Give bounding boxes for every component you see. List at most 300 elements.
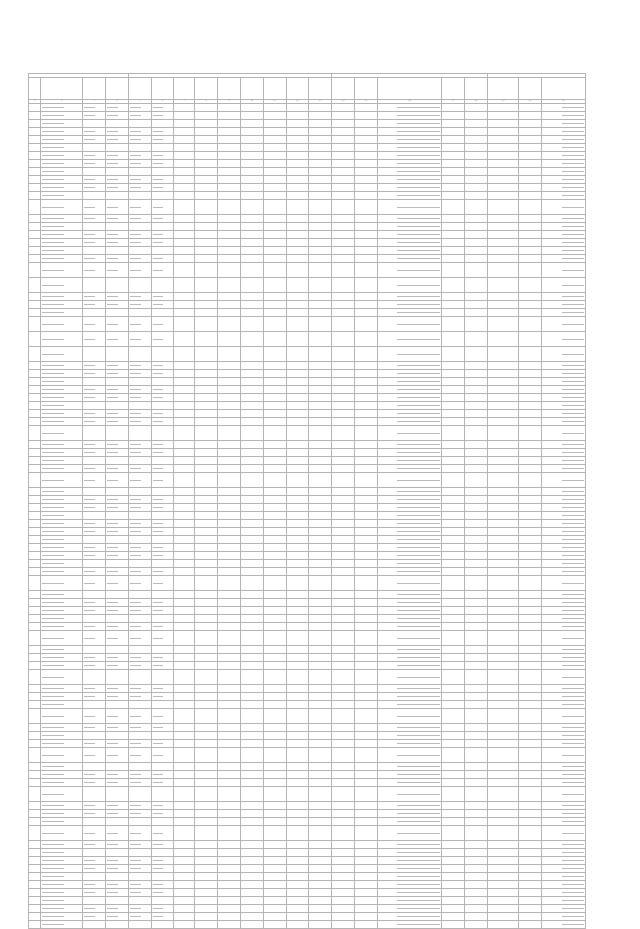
table-cell (355, 184, 378, 192)
table-cell (519, 152, 542, 160)
table-cell (519, 873, 542, 881)
table-cell (377, 873, 441, 881)
illegible-text-mark (84, 805, 95, 806)
table-cell (174, 136, 195, 144)
illegible-text-mark (397, 270, 440, 271)
illegible-text-mark (397, 610, 440, 611)
illegible-text-mark (130, 131, 141, 132)
table-cell (442, 293, 465, 301)
table-cell (377, 465, 441, 473)
illegible-text-mark (153, 499, 164, 500)
table-cell (29, 152, 41, 160)
table-cell (29, 536, 41, 544)
table-cell (309, 293, 332, 301)
table-cell (332, 512, 355, 520)
table-cell (105, 654, 128, 662)
table-cell (128, 615, 151, 623)
table-cell (217, 200, 240, 215)
table-cell (488, 560, 519, 568)
table-cell (41, 536, 83, 544)
illegible-text-mark (397, 147, 440, 148)
table-cell (442, 192, 465, 200)
table-cell (519, 496, 542, 504)
table-cell (151, 255, 174, 263)
table-cell (332, 247, 355, 255)
table-cell (195, 646, 218, 654)
table-cell (519, 136, 542, 144)
illegible-text-mark (153, 844, 164, 845)
table-cell (332, 552, 355, 560)
table-cell (105, 278, 128, 293)
table-cell (465, 921, 488, 929)
table-cell (151, 488, 174, 496)
column-number: 13 (309, 100, 332, 104)
table-cell (519, 473, 542, 488)
table-cell (355, 293, 378, 301)
table-cell (542, 881, 586, 889)
table-cell (217, 841, 240, 849)
table-cell (542, 239, 586, 247)
table-cell (542, 332, 586, 347)
table-cell (488, 873, 519, 881)
table-cell (519, 646, 542, 654)
table-cell (332, 724, 355, 732)
table-cell (488, 465, 519, 473)
table-cell (217, 913, 240, 921)
table-cell (83, 192, 106, 200)
table-row (29, 200, 586, 215)
table-cell (355, 709, 378, 724)
illegible-text-mark (130, 868, 141, 869)
table-cell (217, 247, 240, 255)
table-cell (465, 278, 488, 293)
table-cell (442, 255, 465, 263)
table-cell (41, 402, 83, 410)
table-cell (465, 301, 488, 309)
table-cell (519, 536, 542, 544)
table-cell (128, 921, 151, 929)
table-cell (105, 231, 128, 239)
table-cell (29, 176, 41, 184)
table-cell (217, 520, 240, 528)
table-cell (29, 465, 41, 473)
table-cell (41, 362, 83, 370)
table-cell (377, 607, 441, 615)
table-cell (240, 278, 263, 293)
table-cell (488, 646, 519, 654)
table-cell (332, 857, 355, 865)
illegible-text-mark (397, 571, 440, 572)
table-cell (217, 857, 240, 865)
table-cell (332, 913, 355, 921)
table-row (29, 255, 586, 263)
table-cell (309, 457, 332, 465)
illegible-text-mark (130, 531, 141, 532)
table-cell (355, 504, 378, 512)
illegible-text-mark (397, 452, 440, 453)
table-cell (128, 740, 151, 748)
table-cell (377, 160, 441, 168)
illegible-text-mark (397, 805, 440, 806)
table-cell (263, 215, 286, 223)
table-cell (128, 544, 151, 552)
table-cell (286, 576, 309, 591)
table-cell (105, 184, 128, 192)
table-cell (465, 865, 488, 873)
table-cell (217, 591, 240, 599)
table-cell (377, 576, 441, 591)
illegible-text-mark (397, 924, 440, 925)
table-cell (355, 802, 378, 810)
illegible-text-mark (562, 491, 584, 492)
table-cell (465, 386, 488, 394)
table-cell (263, 347, 286, 362)
illegible-text-mark (84, 296, 95, 297)
table-cell (465, 136, 488, 144)
illegible-text-mark (42, 555, 63, 556)
table-cell (332, 112, 355, 120)
table-cell (442, 449, 465, 457)
table-cell (542, 568, 586, 576)
illegible-text-mark (153, 163, 164, 164)
table-cell (105, 873, 128, 881)
illegible-text-mark (130, 696, 141, 697)
table-cell (355, 520, 378, 528)
table-cell (488, 889, 519, 897)
table-cell (519, 724, 542, 732)
table-cell (83, 410, 106, 418)
table-cell (355, 701, 378, 709)
column-header (465, 78, 488, 100)
table-cell (332, 623, 355, 631)
table-cell (465, 223, 488, 231)
table-cell (29, 544, 41, 552)
table-cell (542, 386, 586, 394)
table-cell (83, 520, 106, 528)
table-cell (488, 849, 519, 857)
table-cell (355, 378, 378, 386)
table-cell (41, 176, 83, 184)
table-cell (377, 278, 441, 293)
table-cell (41, 160, 83, 168)
table-cell (151, 394, 174, 402)
illegible-text-mark (42, 444, 63, 445)
table-cell (286, 488, 309, 496)
column-header (286, 78, 309, 100)
illegible-text-mark (42, 413, 63, 414)
table-cell (355, 693, 378, 701)
table-cell (488, 152, 519, 160)
illegible-text-mark (130, 602, 141, 603)
table-cell (542, 693, 586, 701)
illegible-text-mark (397, 755, 440, 756)
table-cell (309, 857, 332, 865)
table-cell (151, 309, 174, 317)
table-cell (29, 623, 41, 631)
table-cell (195, 263, 218, 278)
illegible-text-mark (130, 833, 141, 834)
table-cell (332, 223, 355, 231)
table-cell (377, 615, 441, 623)
table-cell (217, 332, 240, 347)
table-cell (286, 160, 309, 168)
table-cell (355, 144, 378, 152)
illegible-text-mark (130, 452, 141, 453)
table-cell (128, 255, 151, 263)
table-cell (151, 512, 174, 520)
table-cell (377, 176, 441, 184)
illegible-text-mark (84, 884, 95, 885)
illegible-text-mark (562, 805, 584, 806)
table-row (29, 810, 586, 818)
table-cell (465, 160, 488, 168)
table-cell (128, 873, 151, 881)
table-cell (151, 905, 174, 913)
table-cell (195, 247, 218, 255)
table-cell (309, 441, 332, 449)
illegible-text-mark (42, 774, 63, 775)
table-row (29, 362, 586, 370)
illegible-text-mark (397, 491, 440, 492)
table-cell (442, 168, 465, 176)
illegible-text-mark (397, 523, 440, 524)
table-row (29, 278, 586, 293)
illegible-text-mark (107, 805, 118, 806)
illegible-text-mark (153, 107, 164, 108)
illegible-text-mark (42, 270, 63, 271)
illegible-text-mark (84, 571, 95, 572)
illegible-text-mark (84, 324, 95, 325)
table-cell (442, 654, 465, 662)
illegible-text-mark (42, 250, 63, 251)
table-cell (286, 631, 309, 646)
table-cell (174, 568, 195, 576)
table-row (29, 215, 586, 223)
table-cell (355, 512, 378, 520)
table-cell (309, 104, 332, 112)
table-cell (309, 740, 332, 748)
table-cell (465, 488, 488, 496)
table-cell (442, 231, 465, 239)
illegible-text-mark (42, 563, 63, 564)
table-cell (29, 646, 41, 654)
table-cell (377, 378, 441, 386)
table-cell (332, 176, 355, 184)
illegible-text-mark (562, 755, 584, 756)
table-cell (174, 255, 195, 263)
table-cell (332, 347, 355, 362)
illegible-text-mark (397, 794, 440, 795)
table-cell (174, 865, 195, 873)
table-cell (542, 449, 586, 457)
table-cell (240, 787, 263, 802)
table-cell (83, 370, 106, 378)
illegible-text-mark (107, 139, 118, 140)
table-cell (519, 457, 542, 465)
table-cell (355, 536, 378, 544)
table-cell (286, 568, 309, 576)
table-cell (195, 520, 218, 528)
table-cell (174, 215, 195, 223)
table-cell (240, 701, 263, 709)
table-cell (286, 426, 309, 441)
table-cell (29, 200, 41, 215)
table-cell (332, 370, 355, 378)
table-cell (465, 457, 488, 465)
table-cell (41, 654, 83, 662)
illegible-text-mark (130, 774, 141, 775)
table-cell (41, 623, 83, 631)
illegible-text-mark (42, 908, 63, 909)
table-cell (355, 465, 378, 473)
table-cell (286, 255, 309, 263)
table-cell (83, 740, 106, 748)
table-row (29, 184, 586, 192)
table-cell (105, 905, 128, 913)
table-cell (195, 897, 218, 905)
table-row (29, 552, 586, 560)
table-cell (355, 362, 378, 370)
table-cell (151, 873, 174, 881)
table-cell (309, 576, 332, 591)
illegible-text-mark (562, 285, 584, 286)
table-cell (41, 332, 83, 347)
table-cell (195, 255, 218, 263)
table-row (29, 504, 586, 512)
table-row (29, 247, 586, 255)
table-cell (151, 576, 174, 591)
table-row (29, 913, 586, 921)
table-cell (377, 810, 441, 818)
table-cell (41, 386, 83, 394)
table-cell (263, 465, 286, 473)
illegible-text-mark (562, 602, 584, 603)
table-cell (217, 897, 240, 905)
table-cell (286, 457, 309, 465)
illegible-text-mark (84, 833, 95, 834)
table-cell (286, 441, 309, 449)
table-cell (128, 662, 151, 670)
illegible-text-mark (130, 234, 141, 235)
table-cell (263, 802, 286, 810)
table-cell (195, 873, 218, 881)
table-cell (465, 370, 488, 378)
table-cell (519, 394, 542, 402)
table-cell (128, 881, 151, 889)
table-cell (128, 128, 151, 136)
table-cell (174, 418, 195, 426)
table-cell (309, 488, 332, 496)
table-cell (29, 160, 41, 168)
table-cell (83, 662, 106, 670)
table-cell (195, 849, 218, 857)
table-cell (519, 239, 542, 247)
table-cell (542, 826, 586, 841)
illegible-text-mark (42, 727, 63, 728)
illegible-text-mark (562, 696, 584, 697)
table-cell (442, 136, 465, 144)
table-cell (519, 763, 542, 771)
table-cell (465, 560, 488, 568)
illegible-text-mark (562, 207, 584, 208)
table-cell (128, 223, 151, 231)
table-cell (519, 410, 542, 418)
table-cell (195, 104, 218, 112)
table-cell (29, 615, 41, 623)
table-cell (29, 293, 41, 301)
column-header-row (29, 78, 586, 100)
table-cell (309, 748, 332, 763)
table-cell (217, 701, 240, 709)
table-cell (151, 654, 174, 662)
illegible-text-mark (42, 480, 63, 481)
table-cell (332, 615, 355, 623)
table-cell (519, 841, 542, 849)
illegible-text-mark (153, 234, 164, 235)
table-row (29, 576, 586, 591)
table-cell (128, 309, 151, 317)
table-cell (442, 763, 465, 771)
table-cell (519, 709, 542, 724)
illegible-text-mark (562, 381, 584, 382)
table-cell (151, 560, 174, 568)
table-cell (542, 607, 586, 615)
table-cell (217, 787, 240, 802)
illegible-text-mark (153, 296, 164, 297)
table-cell (286, 748, 309, 763)
table-cell (29, 607, 41, 615)
table-cell (332, 192, 355, 200)
table-cell (377, 544, 441, 552)
table-cell (377, 536, 441, 544)
table-row (29, 787, 586, 802)
table-cell (332, 841, 355, 849)
table-cell (309, 631, 332, 646)
table-cell (355, 239, 378, 247)
illegible-text-mark (130, 884, 141, 885)
table-cell (332, 763, 355, 771)
table-row (29, 152, 586, 160)
table-cell (355, 873, 378, 881)
table-cell (263, 787, 286, 802)
illegible-text-mark (107, 716, 118, 717)
table-cell (105, 544, 128, 552)
column-number: 4 (105, 100, 128, 104)
table-cell (41, 591, 83, 599)
table-cell (377, 512, 441, 520)
illegible-text-mark (84, 480, 95, 481)
table-cell (542, 763, 586, 771)
table-cell (332, 504, 355, 512)
column-header (377, 78, 441, 100)
table-cell (41, 881, 83, 889)
table-cell (465, 857, 488, 865)
table-cell (174, 394, 195, 402)
table-cell (465, 347, 488, 362)
table-cell (377, 654, 441, 662)
table-cell (29, 104, 41, 112)
table-cell (29, 921, 41, 929)
table-cell (128, 362, 151, 370)
table-cell (128, 802, 151, 810)
table-cell (377, 347, 441, 362)
table-cell (29, 865, 41, 873)
table-cell (465, 552, 488, 560)
table-cell (355, 528, 378, 536)
table-cell (355, 120, 378, 128)
table-cell (29, 631, 41, 646)
table-cell (263, 418, 286, 426)
